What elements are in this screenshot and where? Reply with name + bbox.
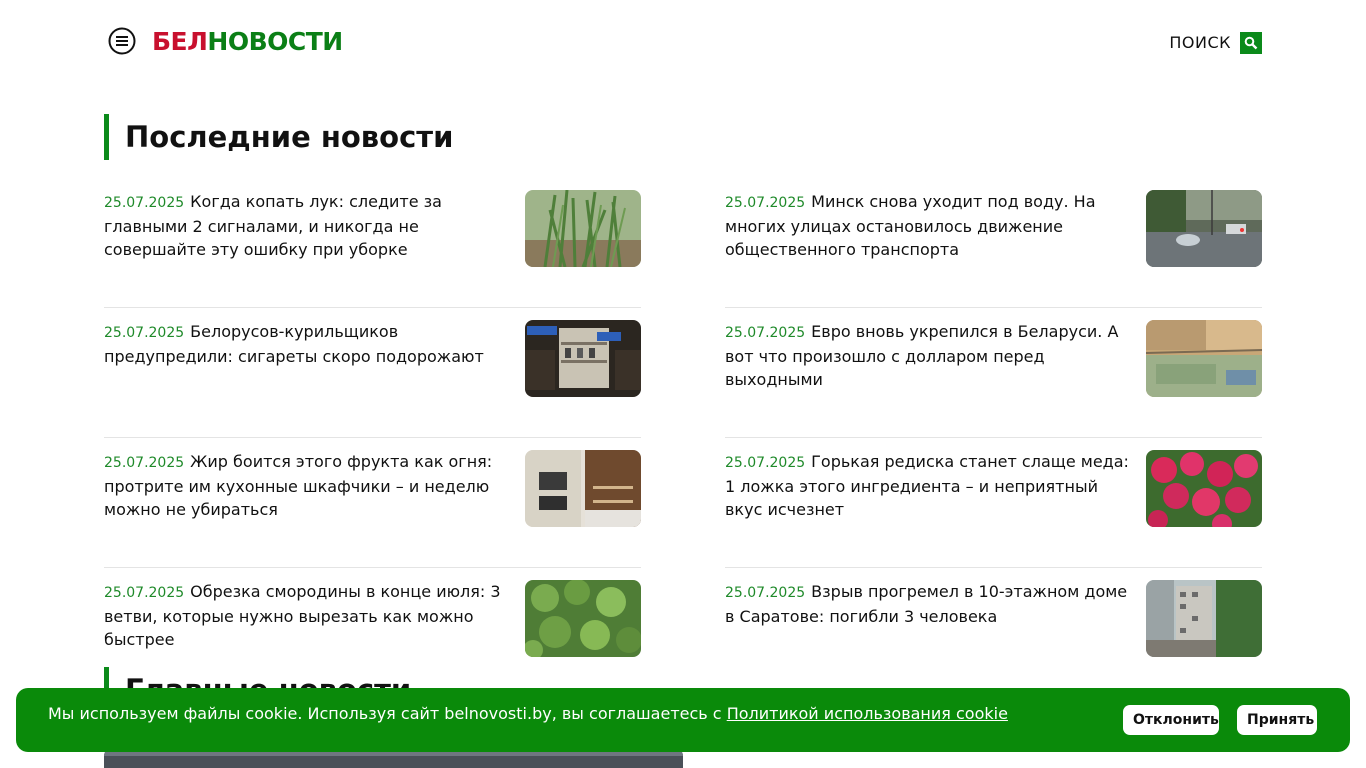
cookie-text: Мы используем файлы cookie. Используя сайт belnovosti.by, вы соглашаетесь с: [48, 704, 727, 723]
news-date: 25.07.2025: [725, 195, 806, 211]
news-item[interactable]: [104, 178, 641, 308]
latest-news-heading: Последние новости: [104, 114, 453, 160]
cookie-consent-bar: [16, 688, 1350, 752]
news-title[interactable]: Горькая редиска станет слаще меда: 1 ложка этого ингредиента – и неприятный вкус исчезнет: [725, 452, 1129, 519]
search-icon[interactable]: [1240, 32, 1262, 54]
logo-part-bel: БЕЛ: [152, 27, 208, 56]
damaged-building-thumbnail[interactable]: [1146, 580, 1262, 657]
news-date: 25.07.2025: [725, 455, 806, 471]
site-logo[interactable]: [152, 27, 343, 57]
cookie-policy-link[interactable]: Политикой использования cookie: [726, 704, 1008, 723]
accept-cookies-button[interactable]: Принять: [1237, 705, 1317, 735]
news-item[interactable]: [725, 308, 1262, 438]
news-title[interactable]: Евро вновь укрепился в Беларуси. А вот что произошло с долларом перед выходными: [725, 322, 1119, 389]
tobacco-shop-thumbnail[interactable]: [525, 320, 641, 397]
onion-thumbnail[interactable]: [525, 190, 641, 267]
search-button[interactable]: [1169, 32, 1262, 54]
news-text: [104, 190, 509, 307]
news-item[interactable]: [725, 178, 1262, 308]
news-text: [725, 450, 1130, 567]
news-text: [725, 190, 1130, 307]
news-item[interactable]: [725, 438, 1262, 568]
news-title[interactable]: Обрезка смородины в конце июля: 3 ветви, которые нужно вырезать как можно быстрее: [104, 582, 501, 649]
cookie-message: [48, 704, 1008, 724]
logo-part-novosti: НОВОСТИ: [207, 27, 343, 56]
news-item[interactable]: [104, 308, 641, 438]
decline-cookies-button[interactable]: Отклонить: [1123, 705, 1219, 735]
latest-news-list: [104, 178, 1262, 698]
currant-bush-thumbnail[interactable]: [525, 580, 641, 657]
search-label: ПОИСК: [1169, 33, 1231, 52]
news-date: 25.07.2025: [725, 585, 806, 601]
site-header: [0, 0, 1366, 86]
news-item[interactable]: [104, 438, 641, 568]
hamburger-icon[interactable]: [108, 27, 136, 55]
news-title[interactable]: Взрыв прогремел в 10-этажном доме в Саратове: погибли 3 человека: [725, 582, 1128, 626]
news-text: [725, 320, 1130, 437]
news-date: 25.07.2025: [104, 195, 185, 211]
news-title[interactable]: Когда копать лук: следите за главными 2 сигналами, и никогда не совершайте эту ошибку при уборке: [104, 192, 442, 259]
news-text: [725, 580, 1130, 697]
news-text: [104, 450, 509, 567]
news-date: 25.07.2025: [104, 325, 185, 341]
news-title[interactable]: Жир боится этого фрукта как огня: протрите им кухонные шкафчики – и неделю можно не убираться: [104, 452, 493, 519]
news-title[interactable]: Минск снова уходит под воду. На многих улицах остановилось движение общественного транспорта: [725, 192, 1096, 259]
news-date: 25.07.2025: [725, 325, 806, 341]
news-title[interactable]: Белорусов-курильщиков предупредили: сигареты скоро подорожают: [104, 322, 484, 366]
radish-thumbnail[interactable]: [1146, 450, 1262, 527]
euro-banknotes-thumbnail[interactable]: [1146, 320, 1262, 397]
flood-thumbnail[interactable]: [1146, 190, 1262, 267]
news-item[interactable]: [725, 568, 1262, 698]
news-date: 25.07.2025: [104, 585, 185, 601]
news-text: [104, 320, 509, 437]
kitchen-thumbnail[interactable]: [525, 450, 641, 527]
news-date: 25.07.2025: [104, 455, 185, 471]
